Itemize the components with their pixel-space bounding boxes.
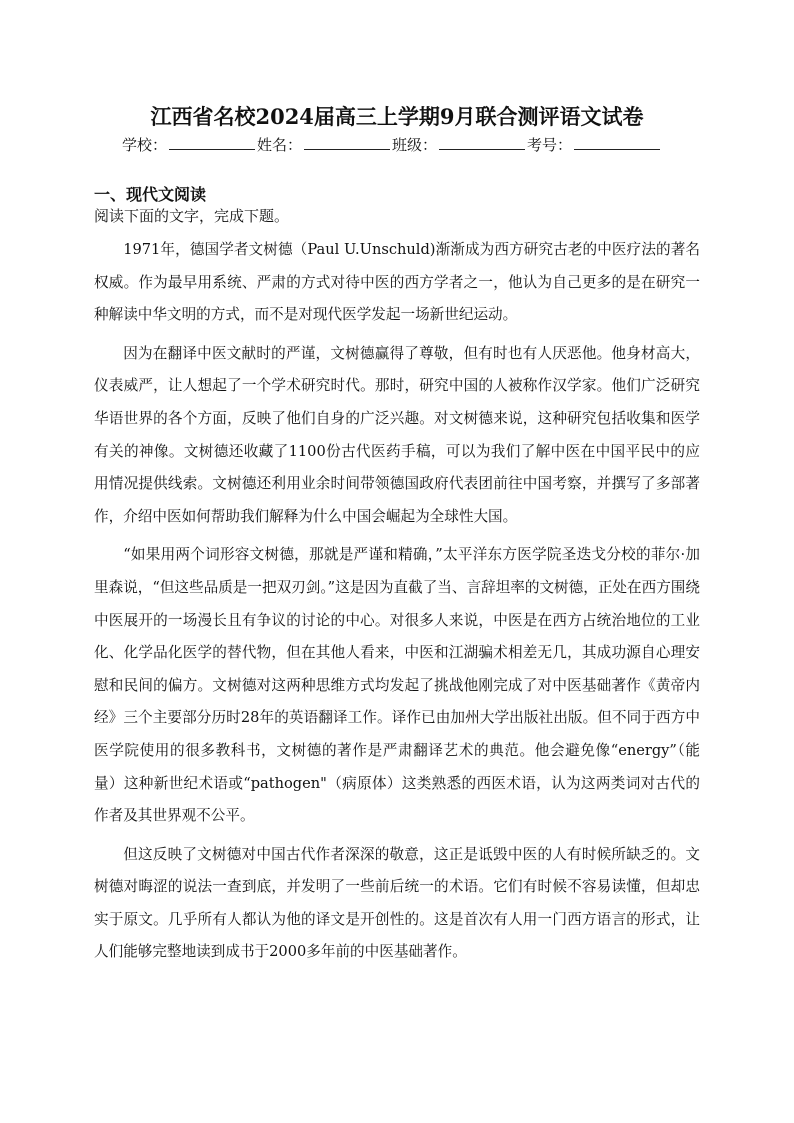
class-label: 班级： (392, 136, 438, 154)
passage-paragraph: “如果用两个词形容文树德，那就是严谨和精确，”太平洋东方医学院圣迭戈分校的菲尔·加里森说，“但这些品质是一把双刃剑。”这是因为直截了当、言辞坦率的文树德，正处在西方围绕中医展开的一场漫长且有争议的讨论的中心。对很多人来说，中医是在西方占统治地位的工业化、化学品化医学的替代物，但在其他人看来，中医和江湖骗术相差无几，其成功源自心理安慰和民间的偏方。文树德对这两种思维方式均发起了挑战他刚完成了对中医基础著作《黄帝内经》三个主要部分历时28年的英语翻译工作。译作已由加州大学出版社出版。但不同于西方中医学院使用的很多教科书，文树德的著作是严肃翻译艺术的典范。他会避免像“energy”（能量）这种新世纪术语或“pathogen"（病原体）这类熟悉的西医术语，认为这两类词对古代的作者及其世界观不公平。 (94, 546, 700, 825)
school-label: 学校： (122, 136, 168, 154)
passage-paragraph: 但这反映了文树德对中国古代作者深深的敬意，这正是诋毁中医的人有时候所缺乏的。文树德对晦涩的说法一查到底，并发明了一些前后统一的术语。它们有时候不容易读懂，但却忠实于原文。几乎所有人都认为他的译文是开创性的。这是首次有人用一门西方语言的形式，让人们能够完整地读到成书于2000多年前的中医基础著作。 (94, 845, 700, 961)
class-blank[interactable] (439, 135, 525, 150)
passage-paragraph: 因为在翻译中医文献时的严谨，文树德赢得了尊敬，但有时也有人厌恶他。他身材高大，仪表威严，让人想起了一个学术研究时代。那时，研究中国的人被称作汉学家。他们广泛研究华语世界的各个方面，反映了他们自身的广泛兴趣。对文树德来说，这种研究包括收集和医学有关的神像。文树德还收藏了1100份古代医药手稿，可以为我们了解中医在中国平民中的应用情况提供线索。文树德还利用业余时间带领德国政府代表团前往中国考察，并撰写了多部著作，介绍中医如何帮助我们解释为什么中国会崛起为全球性大国。 (94, 344, 700, 525)
name-label: 姓名： (257, 136, 303, 154)
school-field (122, 134, 257, 155)
name-field (257, 134, 392, 155)
class-field (392, 134, 527, 155)
exam-title: 江西省名校2024届高三上学期9月联合测评语文试卷 (150, 104, 644, 129)
reading-instruction: 阅读下面的文字，完成下题。 (94, 207, 290, 225)
reading-passage (94, 234, 700, 969)
student-info-row (122, 134, 662, 155)
exam-number-label: 考号： (527, 136, 573, 154)
section-heading: 一、现代文阅读 (94, 185, 207, 204)
exam-number-field (527, 134, 662, 155)
school-blank[interactable] (169, 135, 255, 150)
name-blank[interactable] (304, 135, 390, 150)
exam-number-blank[interactable] (574, 135, 660, 150)
passage-paragraph: 1971年，德国学者文树德（Paul U.Unschuld)渐渐成为西方研究古老的中医疗法的著名权威。作为最早用系统、严肃的方式对待中医的西方学者之一，他认为自己更多的是在研究一种解读中华文明的方式，而不是对现代医学发起一场新世纪运动。 (94, 241, 700, 324)
